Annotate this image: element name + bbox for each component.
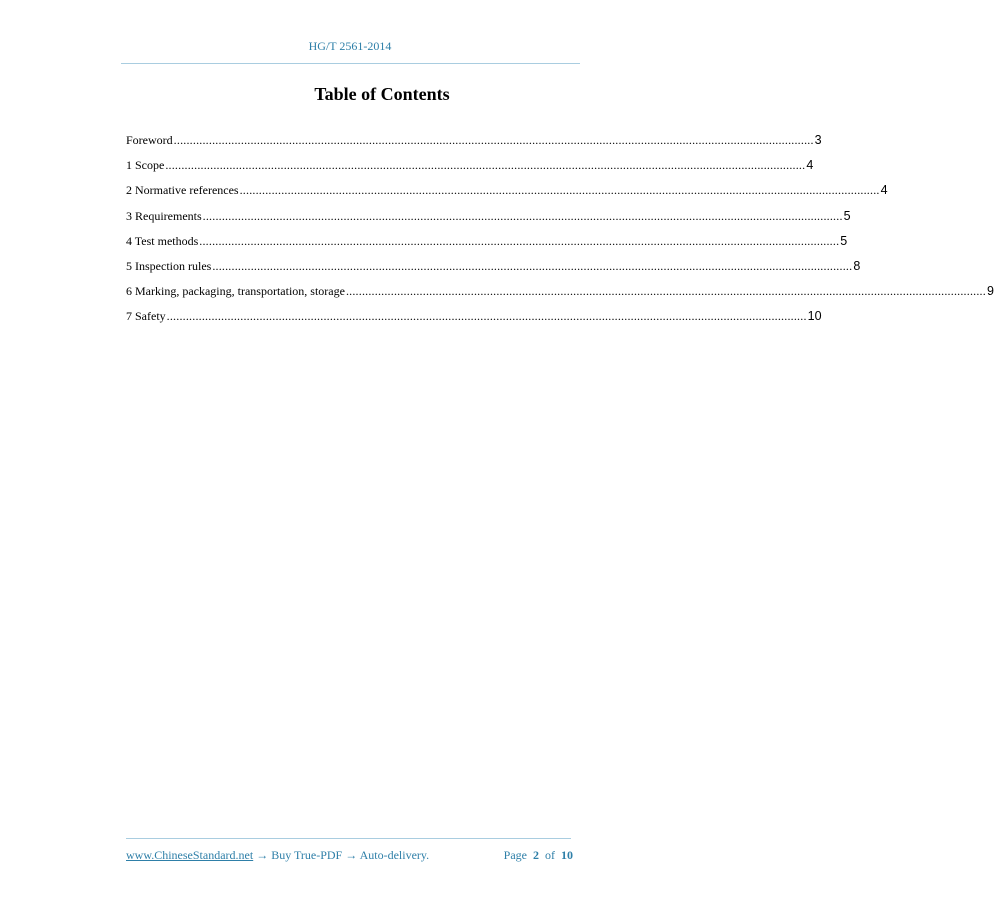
toc-entry-label: 7 Safety [126, 309, 166, 324]
toc-entry-label: Foreword [126, 133, 173, 147]
toc-leader-dots: ........................................................................................................................................................................................................ [199, 233, 840, 248]
toc-entry-page: 4 [880, 183, 888, 198]
toc-entry-test-methods[interactable] [126, 233, 848, 259]
toc-entry-label: 1 Scope [126, 158, 165, 173]
toc-entry-label: 6 Marking, packaging, transportation, storage [126, 284, 345, 299]
toc-entry-label: 4 Test methods [126, 233, 199, 248]
toc-entry-normative-references[interactable] [126, 183, 888, 208]
toc-entry-page: 5 [840, 233, 848, 248]
auto-delivery-text: Auto-delivery. [359, 848, 430, 862]
toc-leader-dots: ........................................................................................................................................................................................................ [212, 258, 853, 273]
arrow-right-icon: → [256, 848, 269, 862]
toc-entry-page: 5 [843, 208, 851, 223]
toc-leader-dots: ........................................................................................................................................................................................................ [166, 309, 807, 324]
toc-leader-dots: ........................................................................................................................................................................................................ [165, 158, 806, 173]
running-header: HG/T 2561-2014 [308, 39, 392, 53]
page-title: Table of Contents [314, 84, 450, 104]
toc-leader-dots: ........................................................................................................................................................................................................ [345, 284, 986, 299]
buy-pdf-text: Buy True-PDF [271, 848, 343, 862]
toc-entry-page: 9 [986, 284, 994, 299]
table-of-contents [126, 133, 994, 335]
toc-entry-page: 10 [807, 309, 822, 324]
page-counter [504, 848, 573, 863]
toc-entry-safety[interactable] [126, 309, 822, 334]
toc-entry-requirements[interactable] [126, 208, 851, 234]
toc-entry-foreword[interactable] [126, 133, 822, 158]
toc-entry-scope[interactable] [126, 158, 814, 183]
toc-entry-page: 3 [814, 133, 822, 147]
toc-entry-page: 8 [853, 258, 861, 273]
current-page-number: 2 [533, 848, 539, 862]
toc-entry-inspection-rules[interactable] [126, 258, 861, 284]
toc-entry-label: 2 Normative references [126, 183, 239, 198]
toc-leader-dots: ........................................................................................................................................................................................................ [202, 208, 843, 223]
toc-leader-dots: ........................................................................................................................................................................................................ [239, 183, 880, 198]
site-link[interactable]: www.ChineseStandard.net [126, 848, 254, 862]
toc-entry-label: 5 Inspection rules [126, 258, 212, 273]
toc-leader-dots: ........................................................................................................................................................................................................ [173, 133, 814, 147]
footer-promo [126, 848, 429, 863]
footer-divider [126, 838, 571, 839]
of-word: of [545, 848, 555, 862]
toc-entry-page: 4 [806, 158, 814, 173]
page-word: Page [503, 848, 527, 862]
toc-entry-marking-packaging[interactable] [126, 284, 994, 309]
toc-entry-label: 3 Requirements [126, 208, 202, 223]
header-divider [121, 63, 580, 64]
total-page-number: 10 [561, 848, 573, 862]
arrow-right-icon: → [345, 848, 358, 862]
